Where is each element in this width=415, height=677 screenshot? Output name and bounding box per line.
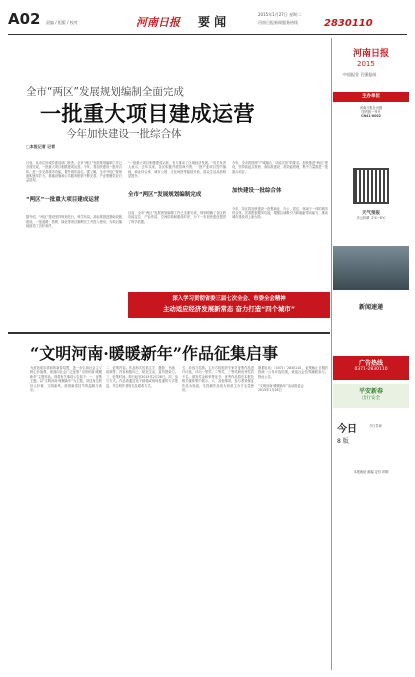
weather-title: 天气预报: [362, 211, 380, 216]
sidebar-divider: [331, 38, 332, 670]
feature-col-3: 五、评选与奖励。主办方将组织专家对征集作品进行评选，评出一等奖、二等奖、三等奖和优秀奖若干名，颁发奖金和荣誉证书，优秀作品将在本报及相关媒体集中展示。六、其他事项。参与者须保证作品为原创，凡投稿作品视为同意主办方无偿使用。: [182, 366, 254, 393]
ad1-number: 0371-2830110: [354, 367, 388, 372]
lead-col-3-subhead: 加快建设一批综合体: [232, 187, 282, 194]
editor-line: 责编 / 组版 / 校对: [46, 20, 78, 25]
hotline-number: 2830110: [324, 18, 373, 29]
feature-col-1: 为营造欢乐祥和的新春氛围，进一步弘扬社会主义核心价值观，现面向社会广泛征集“文明河南·暖暖新年”主题作品。现将有关事项公告如下：一、征集主题。以“文明河南·暖暖新年”为主题，讲述身边的好人好事、文明新风，展现新春佳节的温暖与欢乐。: [30, 366, 102, 393]
section-rule: [8, 332, 330, 334]
qr-code-image: [355, 170, 387, 202]
feature-col-4: 联系电话：（0371）2830110 ，征集截止日期后将统一公布评选结果，欢迎社会各界踊跃参与。特此公告。 “文明河南·暖暖新年”活动组委会 2015年1月26日: [258, 366, 328, 393]
ad2-sub: 出行安全: [362, 396, 380, 401]
sidebar-year: 2015: [357, 60, 375, 68]
sidebar-masthead: [333, 40, 409, 90]
lead-story-subheadline: 今年加快建设一批综合体: [66, 128, 182, 140]
lead-col-2-text-2: 目前，全市“两区”发展规划编制工作已全面完成，规划明确了各区的功能定位、产业布局、空间结构和建设时序，为下一步加快建设提供了科学依据。: [128, 211, 226, 224]
section-title: 要 闻: [198, 15, 227, 29]
ad1-title: 广告热线: [358, 360, 383, 367]
sidebar-cn-line: 国内统一刊号: [361, 110, 381, 115]
sidebar-cn-number: CN41-0002: [361, 114, 381, 119]
sidebar-ad-1: [333, 356, 409, 380]
sidebar-photo: [333, 246, 409, 290]
lead-col-1-text-2: 据介绍，“两区”建设坚持规划先行，科学布局，高标准推进基础设施建设，一批道路、管网、绿化等项目顺利完工并投入使用，为项目落地创造了良好条件。: [26, 215, 122, 229]
page-code: A02: [8, 10, 41, 28]
ad2-title: 平安新春: [358, 388, 383, 395]
sidebar-footer-text: 本报地址 邮编 定价 印刷: [353, 470, 389, 474]
weather-text: 多云转晴 -2℃~8℃: [356, 216, 386, 221]
promo-label: 今日导读: [369, 424, 382, 428]
sidebar-red-label: [333, 92, 409, 102]
sidebar-brand: 河南日报: [353, 49, 390, 59]
lead-col-1: [26, 152, 122, 322]
lead-story-headline: 一批重大项目建成运营: [40, 102, 255, 126]
lead-col-2-subhead: 全市“两区”发展规划编制完成: [128, 192, 202, 199]
slogan-line-1: 深入学习贯彻省委三届七次全会、市委全会精神: [172, 296, 286, 302]
lead-col-3-text: 今年，全市将按照“产城融合、功能完善”的要求，加快推进“两区”建设，坚持高起点规划、高标准建设、高效能管理，集中力量推进一批重点项目。: [232, 160, 328, 174]
sidebar-sub-info: 河南日报社出版: [359, 106, 383, 110]
lead-col-2-text: “一批重大项目相继建成运营，有力推动了区域经济发展。”有关负责人表示，去年以来，各区积极开展招商引资，一批产业项目签约落地，商业综合体、城市公园、文化场馆等陆续开放，群众生活品质明显提升。: [128, 160, 226, 179]
lead-story-byline: □本报记者 记者: [26, 144, 56, 149]
brand-logo: 河南日报: [136, 16, 180, 29]
sidebar-footer: [333, 470, 409, 660]
service-line: 河南日报新闻服务热线: [258, 20, 298, 25]
sidebar-weather: [333, 212, 409, 242]
slogan-banner: [128, 292, 330, 318]
sidebar-note: 中国报业 百强报纸: [343, 72, 377, 77]
feature-headline: “文明河南·暖暖新年”作品征集启事: [30, 344, 278, 363]
sidebar-ad-2: [333, 384, 409, 408]
today-label: 今日: [337, 424, 357, 435]
sidebar-red-label-text: 主办单位: [362, 94, 380, 99]
qr-code: [333, 170, 409, 206]
news-label: 新闻速递: [358, 304, 383, 311]
date-line: 2015年1月27日 星期二: [258, 12, 302, 17]
sidebar-news-label: [333, 294, 409, 311]
lead-col-1-subhead: “两区”一批重大项目建成运营: [26, 196, 100, 203]
feature-col-2: 二、征集内容。作品形式包括文字、摄影、书画、视频等，内容积极向上，贴近生活，富有感染力。三、征集时间。即日起至2015年2月28日。四、参与方式。作品请通过电子邮箱或现场投递的方式报送，并注明作者姓名及联系方式。: [106, 366, 178, 388]
sidebar-info: [333, 106, 409, 166]
lead-col-3-text-2: 今年，各区将加快建设一批集商业、办公、居住、休闲于一体的城市综合体，完善配套服务功能，增强区域吸引力和辐射带动能力，推动城市建设再上新台阶。: [232, 206, 328, 220]
sidebar-today: [333, 416, 409, 456]
lead-col-1-text: 日前，从市住房城乡建设部门获悉，全市“两区”发展规划编制工作已全面完成，一批重大项目相继建成运营。今年，将加快建设一批综合体，进一步完善城市功能，提升城市品位。据了解，全市“两区”规划面积逐年扩大，基础设施和公共服务配套不断完善，产业集聚效应日益显现。: [26, 160, 122, 183]
slogan-line-2: 主动适应经济发展新常态 奋力打造“四个城市”: [162, 305, 296, 313]
masthead-rule: [8, 34, 407, 35]
today-pages: 8 版: [337, 438, 349, 445]
lead-story-kicker: 全市“两区”发展规划编制全面完成: [26, 86, 184, 98]
